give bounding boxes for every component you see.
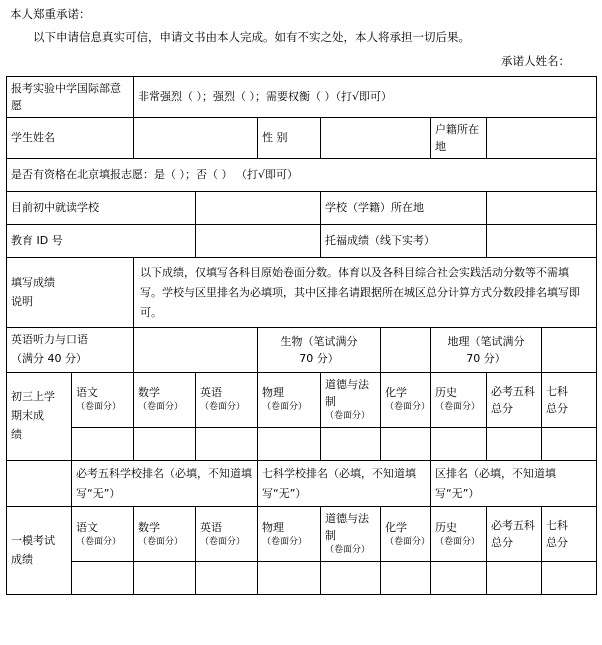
subject-sub: （卷面分） (325, 410, 371, 421)
subject-sub: （卷面分） (325, 545, 371, 556)
subject-header (381, 372, 431, 427)
subject-sub: （卷面分） (262, 536, 308, 547)
current-school-label: 目前初中就读学校 (7, 191, 196, 224)
beijing-eligibility-label: 是否有资格在北京填报志愿：是（ ）；否（ ） （打√即可） (7, 158, 597, 191)
mock1-grades-label (7, 507, 72, 595)
subject-sub: （卷面分） (435, 536, 481, 547)
subject-name: 历史 (435, 386, 457, 400)
subject-sub: （卷面分） (76, 402, 122, 413)
fill-note-label-line2: 说明 (11, 294, 33, 308)
term1-label-line2: 期末成 (11, 408, 44, 422)
subject-sub: 总分 (491, 536, 513, 550)
subject-sub: （卷面分） (385, 536, 431, 547)
subject-sub: （卷面分） (385, 402, 431, 413)
subject-header (196, 507, 258, 562)
signature-line: 承诺人姓名： (501, 53, 570, 68)
subject-header (487, 372, 542, 427)
subject-header (72, 507, 134, 562)
intro-section (6, 0, 596, 70)
score-input[interactable] (487, 562, 542, 595)
subject-name: 语文 (76, 520, 98, 534)
rank-district: 区排名（必填，不知道填写“无”） (431, 460, 597, 507)
subject-name: 英语 (200, 520, 222, 534)
subject-sub: （卷面分） (435, 402, 481, 413)
subject-header (431, 507, 487, 562)
student-name-label: 学生姓名 (7, 117, 134, 158)
gender-label: 性 别 (258, 117, 321, 158)
table-row (7, 224, 597, 257)
subject-name: 必考五科 (491, 519, 535, 533)
mock1-label-line2: 成绩 (11, 552, 33, 566)
subject-header (487, 507, 542, 562)
table-row (7, 117, 597, 158)
score-input[interactable] (381, 562, 431, 595)
subject-header (196, 372, 258, 427)
score-input[interactable] (542, 562, 597, 595)
table-row (7, 372, 597, 427)
rank-five-subjects-school: 必考五科学校排名（必填，不知道填写“无”） (72, 460, 258, 507)
score-input[interactable] (134, 562, 196, 595)
biology-line2: 70 分） (299, 352, 339, 366)
subject-name: 语文 (76, 386, 98, 400)
intent-label: 报考实验中学国际部意愿 (7, 76, 134, 117)
subject-sub: （卷面分） (138, 536, 184, 547)
current-school-value[interactable] (196, 191, 321, 224)
score-input[interactable] (381, 427, 431, 460)
geography-line1: 地理（笔试满分 (447, 334, 525, 348)
biology-value[interactable] (381, 328, 431, 372)
gender-value[interactable] (321, 117, 431, 158)
term1-label-line1: 初三上学 (11, 390, 55, 404)
subject-name: 历史 (435, 520, 457, 534)
rank-row-spacer (7, 460, 72, 507)
table-row (7, 562, 597, 595)
subject-header (134, 507, 196, 562)
subject-header (72, 372, 134, 427)
subject-sub: （卷面分） (138, 402, 184, 413)
table-row (7, 507, 597, 562)
hukou-value[interactable] (487, 117, 597, 158)
intent-value: 非常强烈（ ）；强烈（ ）；需要权衡（ ）（打√即可） (134, 76, 597, 117)
fill-note-text: 以下成绩，仅填写各科目原始卷面分数。体育以及各科目综合社会实践活动分数等不需填写。学校与区里排名为必填项，其中区排名请跟据所在城区总分计算方式分数段排名填写即可。 (134, 257, 597, 327)
table-row (7, 257, 597, 327)
pledge-title: 本人郑重承诺： (10, 7, 91, 21)
subject-name: 数学 (138, 386, 160, 400)
subject-sub: （卷面分） (262, 402, 308, 413)
english-listening-line1: 英语听力与口语 (11, 333, 88, 347)
subject-sub: 总分 (491, 401, 513, 415)
toefl-value[interactable] (487, 224, 597, 257)
english-listening-line2: （满分 40 分） (11, 352, 87, 366)
subject-header (134, 372, 196, 427)
rank-seven-subjects-school: 七科学校排名（必填，不知道填写“无”） (258, 460, 431, 507)
school-location-value[interactable] (487, 191, 597, 224)
table-row (7, 76, 597, 117)
score-input[interactable] (134, 427, 196, 460)
application-form-table (6, 76, 597, 596)
score-input[interactable] (72, 427, 134, 460)
subject-header (258, 372, 321, 427)
score-input[interactable] (196, 427, 258, 460)
score-input[interactable] (487, 427, 542, 460)
subject-sub: （卷面分） (200, 536, 246, 547)
fill-note-label (7, 257, 134, 327)
score-input[interactable] (72, 562, 134, 595)
subject-header (542, 372, 597, 427)
subject-name: 化学 (385, 520, 407, 534)
student-name-value[interactable] (134, 117, 258, 158)
subject-sub: 总分 (546, 401, 568, 415)
subject-header (258, 507, 321, 562)
subject-name: 物理 (262, 520, 284, 534)
subject-header (431, 372, 487, 427)
score-input[interactable] (258, 562, 321, 595)
table-row (7, 460, 597, 507)
hukou-label: 户籍所在地 (431, 117, 487, 158)
geography-value[interactable] (542, 328, 597, 372)
english-listening-label (7, 328, 134, 372)
subject-name: 道德与法制 (325, 377, 369, 408)
geography-label (431, 328, 542, 372)
subject-sub: （卷面分） (200, 402, 246, 413)
subject-name: 英语 (200, 386, 222, 400)
score-input[interactable] (258, 427, 321, 460)
biology-label (258, 328, 381, 372)
pledge-body: 以下申请信息真实可信，申请文书由本人完成。如有不实之处，本人将承担一切后果。 (33, 30, 470, 45)
subject-header (381, 507, 431, 562)
subject-name: 七科 (546, 519, 568, 533)
edu-id-label: 教育 ID 号 (7, 224, 196, 257)
geography-line2: 70 分） (466, 352, 506, 366)
term1-label-line3: 绩 (11, 427, 22, 441)
score-input[interactable] (431, 427, 487, 460)
mock1-label-line1: 一模考试 (11, 534, 55, 548)
table-row (7, 158, 597, 191)
subject-header (321, 507, 381, 562)
score-input[interactable] (196, 562, 258, 595)
subject-name: 物理 (262, 386, 284, 400)
fill-note-label-line1: 填写成绩 (11, 275, 55, 289)
subject-name: 七科 (546, 384, 568, 398)
table-row (7, 191, 597, 224)
biology-line1: 生物（笔试满分 (280, 334, 358, 348)
table-row (7, 328, 597, 372)
toefl-label: 托福成绩（线下实考） (321, 224, 487, 257)
term1-grades-label (7, 372, 72, 460)
english-listening-value[interactable] (134, 328, 258, 372)
subject-sub: 总分 (546, 536, 568, 550)
subject-header (321, 372, 381, 427)
subject-header (542, 507, 597, 562)
edu-id-value[interactable] (196, 224, 321, 257)
score-input[interactable] (431, 562, 487, 595)
subject-name: 道德与法制 (325, 512, 369, 543)
score-input[interactable] (321, 427, 381, 460)
school-location-label: 学校（学籍）所在地 (321, 191, 487, 224)
score-input[interactable] (321, 562, 381, 595)
subject-name: 必考五科 (491, 384, 535, 398)
score-input[interactable] (542, 427, 597, 460)
table-row (7, 427, 597, 460)
subject-sub: （卷面分） (76, 536, 122, 547)
subject-name: 数学 (138, 520, 160, 534)
subject-name: 化学 (385, 386, 407, 400)
